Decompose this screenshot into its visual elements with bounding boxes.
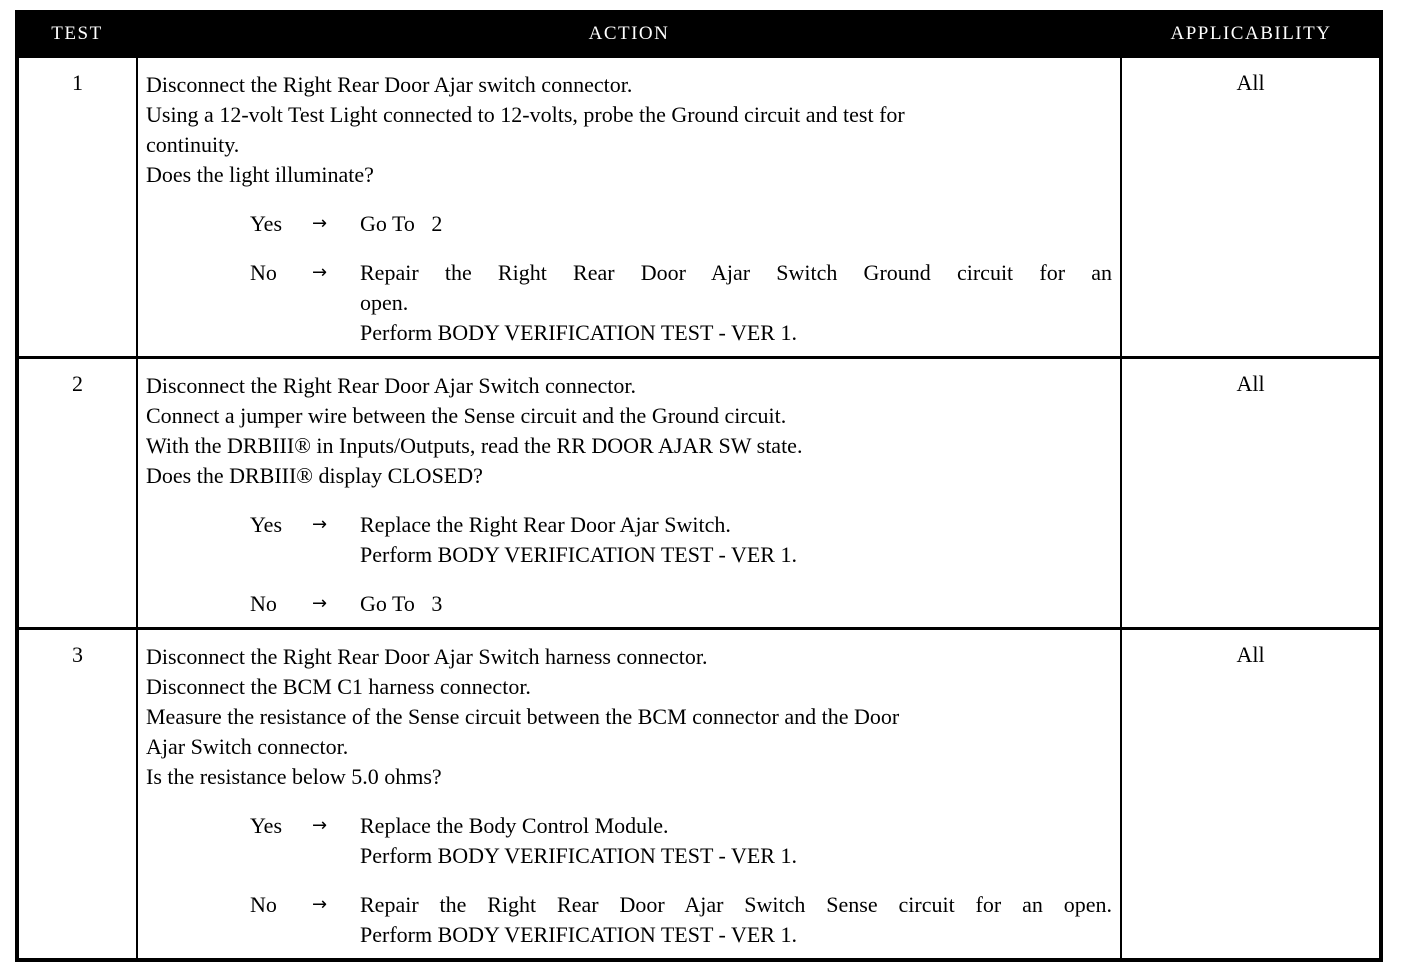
result-line: Perform BODY VERIFICATION TEST - VER 1. — [360, 320, 797, 345]
test-number: 1 — [17, 56, 137, 358]
test-number: 3 — [17, 629, 137, 961]
branch-indent — [146, 209, 250, 239]
action-line: With the DRBIII® in Inputs/Outputs, read the RR DOOR AJAR SW state. — [146, 433, 803, 458]
no-result — [360, 258, 1112, 348]
yes-result — [360, 209, 1112, 239]
table-header-row — [17, 12, 1381, 56]
result-line: Repair the Right Rear Door Ajar Switch Ground circuit for an — [360, 260, 1112, 285]
result-line: open. — [360, 290, 409, 315]
branch-indent — [146, 890, 250, 950]
header-action: ACTION — [137, 12, 1121, 56]
result-line: Perform BODY VERIFICATION TEST - VER 1. — [360, 922, 797, 947]
table-body — [17, 56, 1381, 960]
result-line: Go To 2 — [360, 211, 443, 236]
action-cell — [137, 358, 1121, 629]
right-arrow-icon: → — [312, 262, 328, 283]
no-branch — [146, 258, 1112, 348]
yes-branch — [146, 811, 1112, 871]
result-line: Replace the Right Rear Door Ajar Switch. — [360, 512, 731, 537]
action-line: Disconnect the Right Rear Door Ajar Switch connector. — [146, 373, 636, 398]
result-line: Replace the Body Control Module. — [360, 813, 669, 838]
result-line: Perform BODY VERIFICATION TEST - VER 1. — [360, 542, 797, 567]
header-applicability: APPLICABILITY — [1121, 12, 1381, 56]
right-arrow-icon: → — [312, 213, 328, 234]
action-line: Disconnect the Right Rear Door Ajar switch connector. — [146, 72, 633, 97]
action-line: Ajar Switch connector. — [146, 734, 349, 759]
header-test: TEST — [17, 12, 137, 56]
branch-indent — [146, 510, 250, 570]
diagnostic-page — [15, 10, 1379, 962]
right-arrow-icon: → — [312, 514, 328, 535]
action-line: Does the light illuminate? — [146, 162, 374, 187]
yes-result — [360, 811, 1112, 871]
action-cell — [137, 56, 1121, 358]
table-row — [17, 56, 1381, 358]
applicability-value: All — [1121, 56, 1381, 358]
action-line: Disconnect the Right Rear Door Ajar Switch harness connector. — [146, 644, 708, 669]
yes-label: Yes — [250, 813, 283, 838]
action-line: continuity. — [146, 132, 240, 157]
no-label: No — [250, 892, 277, 917]
result-line: Repair the Right Rear Door Ajar Switch Sense circuit for an open. — [360, 892, 1112, 917]
right-arrow-icon: → — [312, 894, 328, 915]
applicability-value: All — [1121, 358, 1381, 629]
table-row — [17, 629, 1381, 961]
action-line: Connect a jumper wire between the Sense circuit and the Ground circuit. — [146, 403, 787, 428]
yes-label: Yes — [250, 512, 283, 537]
action-line: Measure the resistance of the Sense circuit between the BCM connector and the Door — [146, 704, 900, 729]
yes-result — [360, 510, 1112, 570]
no-result — [360, 589, 1112, 619]
action-line: Using a 12-volt Test Light connected to 12-volts, probe the Ground circuit and test for — [146, 102, 905, 127]
action-line: Disconnect the BCM C1 harness connector. — [146, 674, 531, 699]
no-result — [360, 890, 1112, 950]
result-line: Go To 3 — [360, 591, 443, 616]
right-arrow-icon: → — [312, 815, 328, 836]
test-number: 2 — [17, 358, 137, 629]
result-line: Perform BODY VERIFICATION TEST - VER 1. — [360, 843, 797, 868]
action-line: Does the DRBIII® display CLOSED? — [146, 463, 483, 488]
no-branch — [146, 589, 1112, 619]
branch-indent — [146, 589, 250, 619]
diagnostic-table — [15, 10, 1383, 962]
table-row — [17, 358, 1381, 629]
yes-label: Yes — [250, 211, 283, 236]
applicability-value: All — [1121, 629, 1381, 961]
right-arrow-icon: → — [312, 593, 328, 614]
no-label: No — [250, 591, 277, 616]
branch-indent — [146, 811, 250, 871]
branch-indent — [146, 258, 250, 348]
no-branch — [146, 890, 1112, 950]
action-line: Is the resistance below 5.0 ohms? — [146, 764, 442, 789]
yes-branch — [146, 209, 1112, 239]
no-label: No — [250, 260, 277, 285]
action-cell — [137, 629, 1121, 961]
yes-branch — [146, 510, 1112, 570]
